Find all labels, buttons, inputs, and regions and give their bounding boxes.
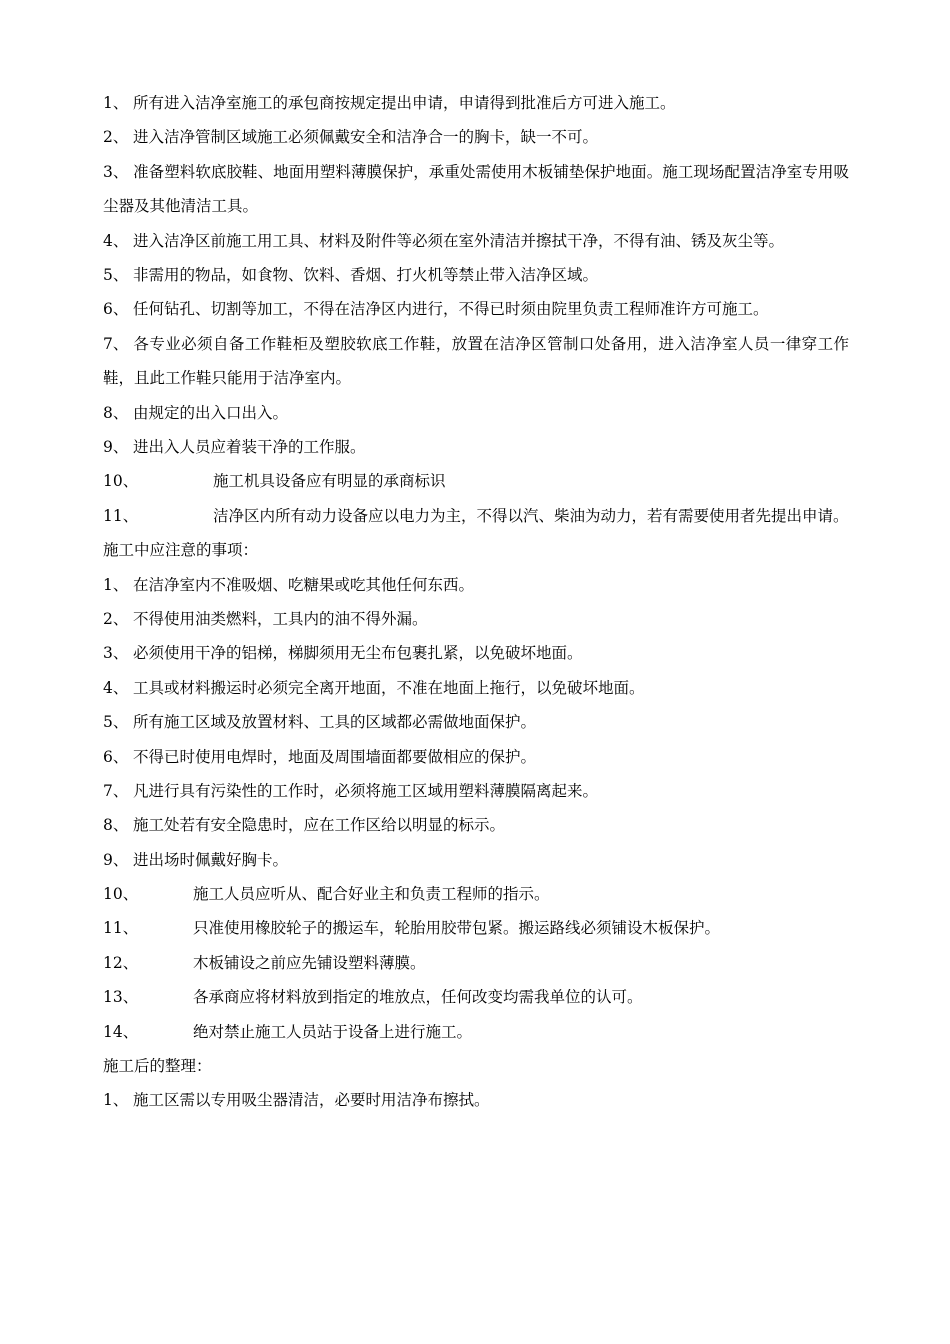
list-item <box>103 774 849 808</box>
list-item <box>103 292 849 326</box>
list-item <box>103 602 849 636</box>
list-item <box>103 1083 849 1117</box>
list-item <box>103 1015 849 1049</box>
list-item <box>103 705 849 739</box>
list-item <box>103 86 849 120</box>
item-text: 进出场时佩戴好胸卡。 <box>133 850 289 869</box>
list-item <box>103 224 849 258</box>
item-text: 任何钻孔、切割等加工，不得在洁净区内进行，不得已时须由院里负责工程师准许方可施工。 <box>133 300 769 319</box>
item-number: 14、 <box>103 1022 139 1041</box>
list-item <box>103 980 849 1014</box>
list-item <box>103 740 849 774</box>
item-text: 工具或材料搬运时必须完全离开地面，不准在地面上拖行，以免破坏地面。 <box>133 678 645 697</box>
item-text: 施工区需以专用吸尘器清洁，必要时用洁净布擦拭。 <box>133 1091 490 1110</box>
item-text: 所有施工区域及放置材料、工具的区域都必需做地面保护。 <box>133 713 537 732</box>
list-item <box>103 464 849 498</box>
item-number: 5、 <box>103 713 129 732</box>
list-item <box>103 568 849 602</box>
item-text: 凡进行具有污染性的工作时，必须将施工区域用塑料薄膜隔离起来。 <box>133 781 599 800</box>
section-heading: 施工中应注意的事项： <box>103 541 259 560</box>
item-number: 3、 <box>103 644 129 663</box>
item-text: 进入洁净区前施工用工具、材料及附件等必须在室外清洁并擦拭干净，不得有油、锈及灰尘等。 <box>133 231 785 250</box>
item-number: 8、 <box>103 816 129 835</box>
item-number: 11、 <box>103 506 139 525</box>
item-number: 7、 <box>103 781 129 800</box>
item-text: 各专业必须自备工作鞋柜及塑胶软底工作鞋，放置在洁净区管制口处备用，进入洁净室人员一律穿工作鞋，且此工作鞋只能用于洁净室内。 <box>103 334 849 388</box>
list-item <box>103 946 849 980</box>
list-item <box>103 327 849 396</box>
item-text: 由规定的出入口出入。 <box>133 403 289 422</box>
list-item <box>103 396 849 430</box>
item-text: 施工人员应听从、配合好业主和负责工程师的指示。 <box>193 885 550 904</box>
item-text: 只准使用橡胶轮子的搬运车，轮胎用胶带包紧。搬运路线必须铺设木板保护。 <box>193 919 721 938</box>
item-number: 5、 <box>103 266 129 284</box>
list-item <box>103 499 849 533</box>
item-number: 6、 <box>103 747 129 766</box>
item-number: 2、 <box>103 609 129 628</box>
item-text: 绝对禁止施工人员站于设备上进行施工。 <box>193 1022 473 1041</box>
item-number: 1、 <box>103 1091 129 1110</box>
list-item <box>103 808 849 842</box>
item-number: 1、 <box>103 575 129 594</box>
document-body <box>103 86 849 1118</box>
item-text: 洁净区内所有动力设备应以电力为主，不得以汽、柴油为动力，若有需要使用者先提出申请。 <box>213 506 849 525</box>
item-text-block <box>103 292 849 326</box>
item-text: 必须使用干净的铝梯，梯脚须用无尘布包裹扎紧，以免破坏地面。 <box>133 644 583 663</box>
item-number: 10、 <box>103 472 139 491</box>
list-item <box>103 155 849 224</box>
list-item <box>103 120 849 154</box>
item-text: 木板铺设之前应先铺设塑料薄膜。 <box>193 953 426 972</box>
list-item <box>103 636 849 670</box>
item-text-block <box>103 155 849 224</box>
item-text: 各承商应将材料放到指定的堆放点，任何改变均需我单位的认可。 <box>193 988 643 1007</box>
list-item <box>103 430 849 464</box>
list-item <box>103 671 849 705</box>
item-number: 9、 <box>103 850 129 869</box>
item-text: 在洁净室内不准吸烟、吃糖果或吃其他任何东西。 <box>133 575 475 594</box>
item-text: 施工处若有安全隐患时，应在工作区给以明显的标示。 <box>133 816 506 835</box>
item-number: 4、 <box>103 678 129 697</box>
item-number: 11、 <box>103 919 139 938</box>
list-item <box>103 911 849 945</box>
item-text-block <box>103 499 849 533</box>
item-number: 13、 <box>103 988 139 1007</box>
item-text-block <box>103 327 849 396</box>
item-number: 10、 <box>103 885 139 904</box>
item-number: 3、 <box>103 162 129 181</box>
item-text: 不得使用油类燃料，工具内的油不得外漏。 <box>133 609 428 628</box>
item-number: 9、 <box>103 438 129 456</box>
item-text: 施工机具设备应有明显的承商标识 <box>213 472 446 491</box>
item-text: 非需用的物品，如食物、饮料、香烟、打火机等禁止带入洁净区域。 <box>133 266 599 284</box>
list-item <box>103 258 849 292</box>
item-number: 8、 <box>103 403 129 422</box>
item-number: 6、 <box>103 300 129 319</box>
list-item <box>103 843 849 877</box>
item-text: 不得已时使用电焊时，地面及周围墙面都要做相应的保护。 <box>133 747 537 766</box>
item-number: 2、 <box>103 128 129 147</box>
item-number: 12、 <box>103 953 139 972</box>
list-item <box>103 877 849 911</box>
item-text: 进出入人员应着装干净的工作服。 <box>133 438 366 456</box>
item-text-block <box>103 224 849 258</box>
item-number: 1、 <box>103 94 129 112</box>
item-number: 4、 <box>103 231 129 250</box>
item-text: 所有进入洁净室施工的承包商按规定提出申请，申请得到批准后方可进入施工。 <box>133 94 676 112</box>
section-heading: 施工后的整理： <box>103 1057 212 1076</box>
item-text: 准备塑料软底胶鞋、地面用塑料薄膜保护，承重处需使用木板铺垫保护地面。施工现场配置洁净室专用吸尘器及其他清洁工具。 <box>103 162 849 216</box>
item-text: 进入洁净管制区域施工必须佩戴安全和洁净合一的胸卡，缺一不可。 <box>133 128 599 147</box>
item-number: 7、 <box>103 334 129 353</box>
